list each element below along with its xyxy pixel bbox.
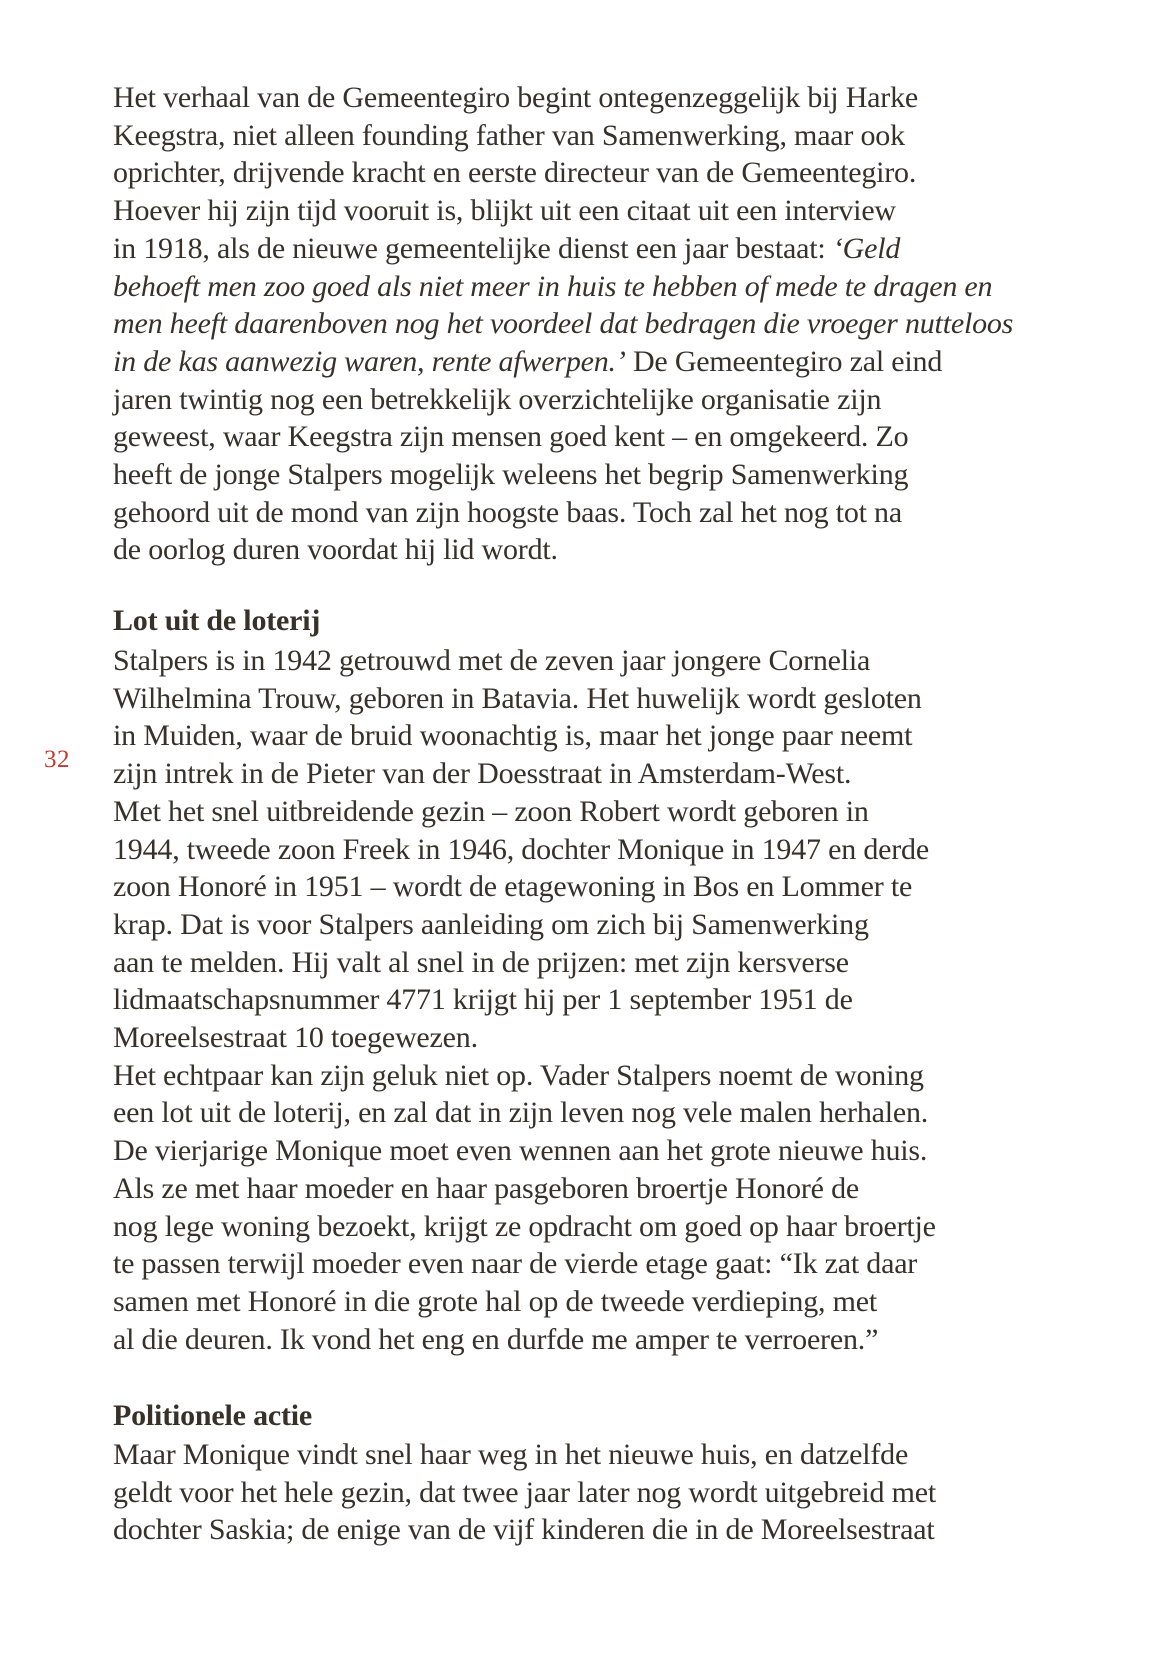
text-line — [113, 602, 320, 640]
text-line — [113, 793, 936, 831]
text-segment: zijn intrek in de Pieter van der Doesstraat in Amsterdam-West. — [113, 757, 852, 791]
text-segment: heeft de jonge Stalpers mogelijk weleens het begrip Samenwerking — [113, 458, 909, 492]
text-line — [113, 1170, 936, 1208]
text-line — [113, 906, 936, 944]
text-line — [113, 717, 936, 755]
text-segment: krap. Dat is voor Stalpers aanleiding om zich bij Samenwerking — [113, 907, 869, 941]
text-segment: De Gemeentegiro zal eind — [625, 344, 943, 378]
text-line — [113, 680, 936, 718]
text-line — [113, 1397, 312, 1435]
text-line — [113, 1019, 936, 1057]
italic-quote-text: in de kas aanwezig waren, rente afwerpen.’ — [113, 344, 626, 378]
text-segment: Maar Monique vindt snel haar weg in het nieuwe huis, en datzelfde — [113, 1438, 909, 1471]
page-number: 32 — [44, 746, 70, 773]
text-line — [113, 494, 1013, 532]
text-segment: in Muiden, waar de bruid woonachtig is, maar het jonge paar neemt — [113, 719, 913, 753]
text-segment: de oorlog duren voordat hij lid wordt. — [113, 533, 558, 567]
text-line — [113, 117, 1013, 155]
text-line — [113, 418, 1013, 456]
text-segment: De vierjarige Monique moet even wennen aan het grote nieuwe huis. — [113, 1134, 928, 1168]
text-line — [113, 1436, 936, 1474]
italic-quote-text: men heeft daarenboven nog het voordeel dat bedragen die vroeger nutteloos — [113, 307, 1014, 341]
text-segment: Als ze met haar moeder en haar pasgeboren broertje Honoré de — [113, 1171, 859, 1205]
text-segment: Keegstra, niet alleen founding father van Samenwerking, maar ook — [113, 118, 905, 152]
text-segment: gehoord uit de mond van zijn hoogste baas. Toch zal het nog tot na — [113, 495, 902, 529]
text-line — [113, 755, 936, 793]
text-segment: Stalpers is in 1942 getrouwd met de zeven jaar jongere Cornelia — [113, 644, 871, 677]
italic-quote-text: behoeft men zoo goed als niet meer in huis te hebben of mede te dragen en — [113, 269, 993, 303]
body-paragraph — [113, 1436, 936, 1549]
text-line — [113, 944, 936, 982]
text-segment: oprichter, drijvende kracht en eerste directeur van de Gemeentegiro. — [113, 156, 917, 190]
text-line — [113, 831, 936, 869]
text-segment: lidmaatschapsnummer 4771 krijgt hij per 1 september 1951 de — [113, 983, 853, 1017]
text-segment: Hoever hij zijn tijd vooruit is, blijkt uit een citaat uit een interview — [113, 194, 896, 228]
text-line — [113, 268, 1013, 306]
text-segment: Wilhelmina Trouw, geboren in Batavia. Het huwelijk wordt gesloten — [113, 681, 922, 715]
text-line — [113, 305, 1013, 343]
section-heading — [113, 1397, 312, 1435]
text-segment: 1944, tweede zoon Freek in 1946, dochter Monique in 1947 en derde — [113, 832, 929, 866]
text-line — [113, 531, 1013, 569]
text-segment: aan te melden. Hij valt al snel in de prijzen: met zijn kersverse — [113, 945, 849, 979]
text-segment: dochter Saskia; de enige van de vijf kinderen die in de Moreelsestraat — [113, 1513, 935, 1547]
text-line — [113, 1511, 936, 1549]
text-segment: een lot uit de loterij, en zal dat in zijn leven nog vele malen herhalen. — [113, 1096, 929, 1130]
body-paragraph — [113, 642, 936, 1358]
text-line — [113, 343, 1013, 381]
text-segment: zoon Honoré in 1951 – wordt de etagewoning in Bos en Lommer te — [113, 870, 913, 904]
text-segment: nog lege woning bezoekt, krijgt ze opdracht om goed op haar broertje — [113, 1209, 936, 1243]
text-line — [113, 1094, 936, 1132]
text-segment: Het echtpaar kan zijn geluk niet op. Vader Stalpers noemt de woning — [113, 1058, 924, 1092]
text-line — [113, 1283, 936, 1321]
text-line — [113, 1321, 936, 1359]
text-line — [113, 1245, 936, 1283]
text-line — [113, 230, 1013, 268]
text-line — [113, 1474, 936, 1512]
text-segment: jaren twintig nog een betrekkelijk overzichtelijke organisatie zijn — [113, 382, 882, 416]
text-line — [113, 1208, 936, 1246]
text-line — [113, 79, 1013, 117]
text-segment: Met het snel uitbreidende gezin – zoon Robert wordt geboren in — [113, 794, 869, 828]
text-line — [113, 868, 936, 906]
text-line — [113, 154, 1013, 192]
text-segment: te passen terwijl moeder even naar de vierde etage gaat: “Ik zat daar — [113, 1247, 918, 1281]
body-paragraph — [113, 79, 1013, 569]
text-segment: in 1918, als de nieuwe gemeentelijke dienst een jaar bestaat: — [113, 231, 833, 265]
text-segment: Lot uit de loterij — [113, 604, 321, 637]
text-line — [113, 1057, 936, 1095]
text-line — [113, 381, 1013, 419]
text-line — [113, 642, 936, 680]
text-line — [113, 981, 936, 1019]
text-line — [113, 192, 1013, 230]
text-segment: Het verhaal van de Gemeentegiro begint ontegenzeggelijk bij Harke — [113, 81, 918, 114]
text-segment: Politionele actie — [113, 1399, 313, 1432]
section-heading — [113, 602, 320, 640]
text-segment: geweest, waar Keegstra zijn mensen goed kent – en omgekeerd. Zo — [113, 420, 909, 454]
text-segment: Moreelsestraat 10 toegewezen. — [113, 1021, 478, 1055]
text-line — [113, 1132, 936, 1170]
text-segment: samen met Honoré in die grote hal op de tweede verdieping, met — [113, 1284, 878, 1318]
text-line — [113, 456, 1013, 494]
text-segment: al die deuren. Ik vond het eng en durfde me amper te verroeren.” — [113, 1322, 879, 1356]
text-segment: geldt voor het hele gezin, dat twee jaar later nog wordt uitgebreid met — [113, 1475, 936, 1509]
italic-quote-text: ‘Geld — [832, 231, 901, 265]
